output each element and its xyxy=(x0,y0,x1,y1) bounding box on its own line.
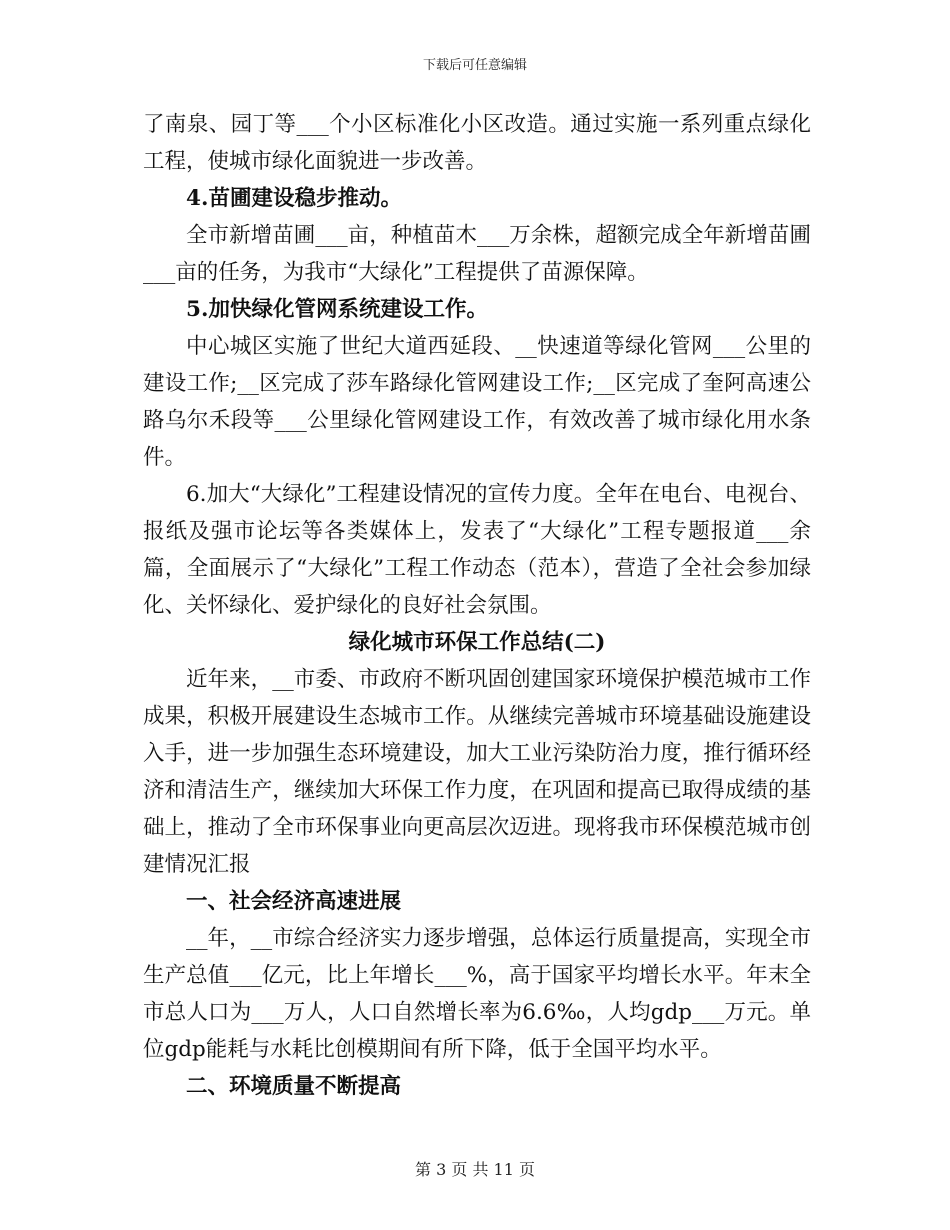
document-title-part-two: 绿化城市环保工作总结(二) xyxy=(348,630,606,655)
page-number: 第 3 页 共 11 页 xyxy=(415,1160,535,1179)
document-body xyxy=(143,106,811,1105)
paragraph-economy: __年，__市综合经济实力逐步增强，总体运行质量提高，实现全市生产总值___亿元，比上年增长___%，高于国家平均增长水平。年末全市总人口为___万人，人口自然增长率为6.6‰，人均gdp___万元。单位gdp能耗与水耗比创模期间有所下降，低于全国平均水平。 xyxy=(143,926,811,1062)
paragraph-intro: 近年来，__市委、市政府不断巩固创建国家环境保护模范城市工作成果，积极开展建设生态城市工作。从继续完善城市环境基础设施建设入手，进一步加强生态环境建设，加大工业污染防治力度，推行循环经济和清洁生产，继续加大环保工作力度，在巩固和提高已取得成绩的基础上，推动了全市环保事业向更高层次迈进。现将我市环保模范城市创建情况汇报 xyxy=(143,667,811,877)
section-heading-environment: 二、环境质量不断提高 xyxy=(186,1074,402,1099)
paragraph-continued: 了南泉、园丁等___个小区标准化小区改造。通过实施一系列重点绿化工程，使城市绿化面貌进一步改善。 xyxy=(143,112,811,174)
section-heading-pipe-network: 5.加快绿化管网系统建设工作。 xyxy=(186,297,488,322)
section-heading-nursery: 4.苗圃建设稳步推动。 xyxy=(186,186,402,211)
paragraph-publicity: 6.加大“大绿化”工程建设情况的宣传力度。全年在电台、电视台、报纸及强市论坛等各类媒体上，发表了“大绿化”工程专题报道___余篇，全面展示了“大绿化”工程工作动态（范本），营造了全社会参加绿化、关怀绿化、爱护绿化的良好社会氛围。 xyxy=(143,482,811,618)
section-heading-economy: 一、社会经济高速进展 xyxy=(186,889,402,914)
paragraph-pipe-network: 中心城区实施了世纪大道西延段、__快速道等绿化管网___公里的建设工作;__区完成了莎车路绿化管网建设工作;__区完成了奎阿高速公路乌尔禾段等___公里绿化管网建设工作，有效改善了城市绿化用水条件。 xyxy=(143,334,811,470)
paragraph-nursery: 全市新增苗圃___亩，种植苗木___万余株，超额完成全年新增苗圃___亩的任务，为我市“大绿化”工程提供了苗源保障。 xyxy=(143,223,811,285)
header-note: 下载后可任意编辑 xyxy=(422,58,527,73)
